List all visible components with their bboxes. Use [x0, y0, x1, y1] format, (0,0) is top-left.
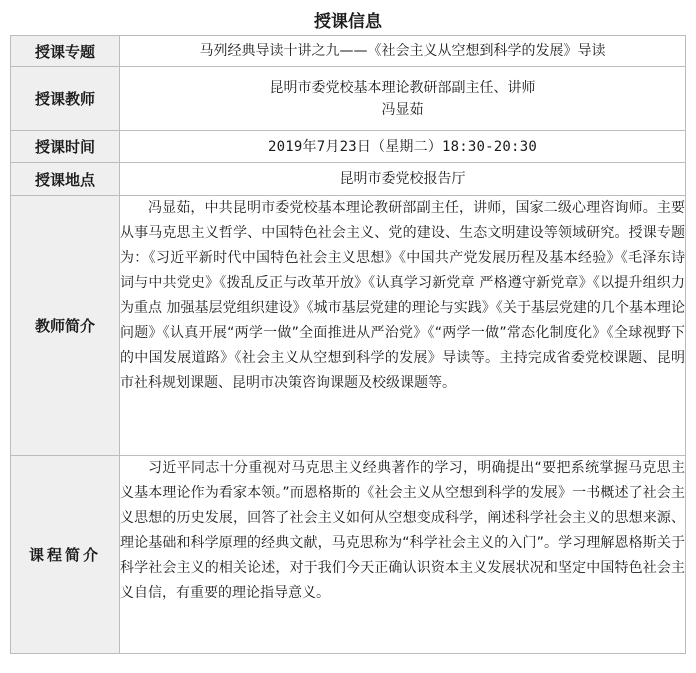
- row-teacher-intro: [11, 196, 686, 456]
- row-teacher: [11, 67, 686, 131]
- course-intro-label: 课程简介: [11, 456, 120, 654]
- course-intro-cell: [120, 456, 686, 654]
- time-value: 2019年7月23日（星期二）18:30-20:30: [120, 131, 686, 163]
- teacher-intro-label: 教师简介: [11, 196, 120, 456]
- teacher-value: [120, 67, 686, 131]
- course-intro-text: 习近平同志十分重视对马克思主义经典著作的学习，明确提出“要把系统掌握马克思主义基本理论作为看家本领。”而恩格斯的《社会主义从空想到科学的发展》一书概述了社会主义思想的历史发展，回答了社会主义如何从空想变成科学，阐述科学社会主义的思想来源、理论基础和科学原理的经典文献，马克思称为“科学社会主义的入门”。学习理解恩格斯关于科学社会主义的相关论述，对于我们今天正确认识资本主义发展状况和坚定中国特色社会主义自信，有重要的理论指导意义。: [120, 460, 685, 601]
- row-course-intro: [11, 456, 686, 654]
- teacher-name: 冯显茹: [381, 101, 424, 118]
- row-time: [11, 131, 686, 163]
- place-value: 昆明市委党校报告厅: [120, 163, 686, 196]
- teacher-intro-text: 冯显茹，中共昆明市委党校基本理论教研部副主任，讲师，国家二级心理咨询师。主要从事马克思主义哲学、中国特色社会主义、党的建设、生态文明建设等领域研究。授课专题为：《习近平新时代中国特色社会主义思想》《中国共产党发展历程及基本经验》《毛泽东诗词与中共党史》《拨乱反正与改革开放》《认真学习新党章 严格遵守新党章》《以提升组织力为重点 加强基层党组织建设》《城市基层党建的理论与实践》《关于基层党建的几个基本理论问题》《认真开展“两学一做”全面推进从严治党》《“两学一做”常态化制度化》《全球视野下的中国发展道路》《社会主义从空想到科学的发展》导读等。主持完成省委党校课题、昆明市社科规划课题、昆明市决策咨询课题及校级课题等。: [120, 200, 685, 391]
- teacher-title: 昆明市委党校基本理论教研部副主任、讲师: [269, 79, 536, 96]
- course-info-table: [10, 35, 686, 654]
- topic-label: 授课专题: [11, 36, 120, 67]
- teacher-label: 授课教师: [11, 67, 120, 131]
- page-title: 授课信息: [314, 12, 382, 32]
- row-topic: [11, 36, 686, 67]
- row-place: [11, 163, 686, 196]
- topic-value: 马列经典导读十讲之九——《社会主义从空想到科学的发展》导读: [120, 36, 686, 67]
- time-label: 授课时间: [11, 131, 120, 163]
- place-label: 授课地点: [11, 163, 120, 196]
- teacher-intro-cell: [120, 196, 686, 456]
